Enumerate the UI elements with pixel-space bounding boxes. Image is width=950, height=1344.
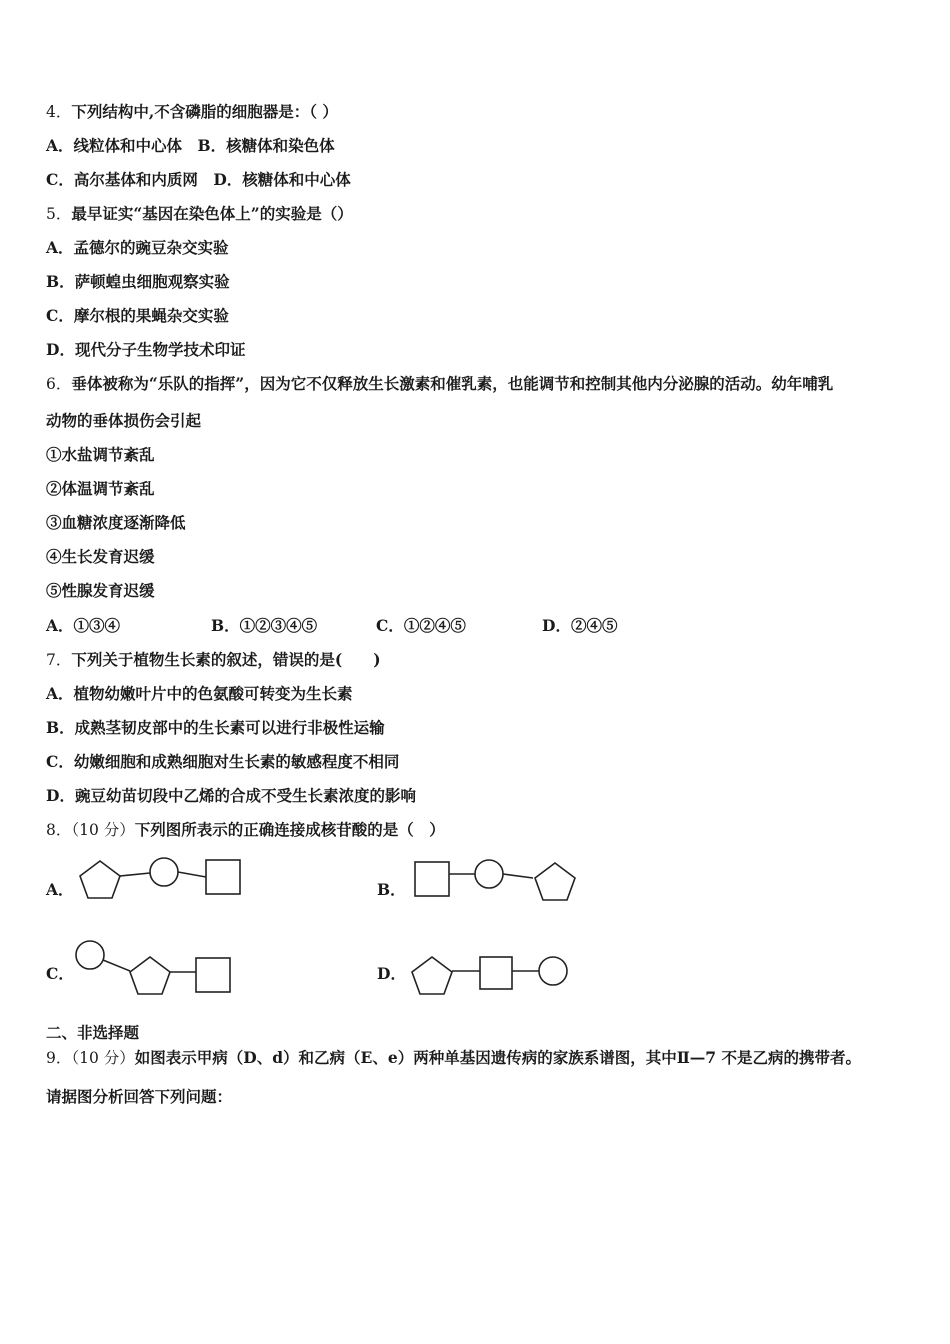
q5-stem-text: 最早证实“基因在染色体上”的实验是（）	[71, 204, 353, 223]
q5-number: 5．	[46, 205, 72, 223]
q6-item-5: ⑤性腺发育迟缓	[46, 581, 155, 600]
q9-stem	[46, 1048, 861, 1068]
q7-option-b: B．成熟茎韧皮部中的生长素可以进行非极性运输	[46, 718, 385, 737]
q6-stem-line-2: 动物的垂体损伤会引起	[46, 411, 202, 430]
q8-label-a: A．	[46, 880, 74, 899]
q6-options-row	[46, 616, 746, 636]
q8-figure-d	[405, 940, 585, 1000]
q6-option-a: A．①③④	[46, 616, 121, 635]
square-base-icon	[415, 862, 449, 896]
q7-stem-text: 下列关于植物生长素的叙述，错误的是( )	[71, 650, 381, 669]
circle-phosphate-icon	[76, 941, 104, 969]
q7-option-c: C．幼嫩细胞和成熟细胞对生长素的敏感程度不相同	[46, 752, 400, 771]
circle-phosphate-icon	[150, 858, 178, 886]
bond-line	[103, 960, 130, 971]
q6-number: 6．	[46, 375, 72, 393]
pentagon-sugar-icon	[130, 957, 170, 994]
q5-option-b: B．萨顿蝗虫细胞观察实验	[46, 272, 230, 291]
q8-label-d: D．	[377, 964, 406, 983]
q8-number: 8．（10 分）	[46, 821, 135, 839]
q6-item-2: ②体温调节紊乱	[46, 479, 155, 498]
q9-number: 9．（10 分）	[46, 1049, 135, 1067]
q7-option-a: A．植物幼嫩叶片中的色氨酸可转变为生长素	[46, 684, 353, 703]
square-base-icon	[196, 958, 230, 992]
q6-item-3: ③血糖浓度逐渐降低	[46, 513, 186, 532]
q6-stem-line-1	[46, 374, 833, 394]
q6-item-1: ①水盐调节紊乱	[46, 445, 155, 464]
section-2-title: 二、非选择题	[46, 1023, 140, 1042]
q8-label-c: C．	[46, 964, 74, 983]
bond-line	[178, 872, 206, 877]
bond-line	[120, 873, 150, 876]
bond-line	[503, 874, 533, 878]
q5-option-d: D．现代分子生物学技术印证	[46, 340, 246, 359]
q8-label-b: B．	[377, 880, 406, 899]
q9-instruction: 请据图分析回答下列问题：	[46, 1087, 233, 1106]
q5-option-a: A．孟德尔的豌豆杂交实验	[46, 238, 229, 257]
square-base-icon	[480, 957, 512, 989]
q6-item-4: ④生长发育迟缓	[46, 547, 155, 566]
q4-stem-text: 下列结构中,不含磷脂的细胞器是：（ ）	[71, 102, 338, 121]
q8-figure-a	[70, 850, 250, 905]
q7-option-d: D．豌豆幼苗切段中乙烯的合成不受生长素浓度的影响	[46, 786, 416, 805]
q6-option-b: B．①②③④⑤	[211, 616, 318, 635]
q5-stem	[46, 204, 353, 224]
q4-options-line-2: C．高尔基体和内质网 D．核糖体和中心体	[46, 170, 351, 189]
q6-stem-text: 垂体被称为“乐队的指挥”，因为它不仅释放生长激素和催乳素，也能调节和控制其他内分泌腺的活动。幼年哺乳	[71, 374, 834, 393]
pentagon-sugar-icon	[412, 957, 452, 994]
circle-phosphate-icon	[475, 860, 503, 888]
q4-options-line-1: A．线粒体和中心体 B．核糖体和染色体	[46, 136, 335, 155]
square-base-icon	[206, 860, 240, 894]
q7-number: 7．	[46, 651, 72, 669]
circle-phosphate-icon	[539, 957, 567, 985]
q8-stem	[46, 820, 445, 840]
q4-number: 4．	[46, 103, 72, 121]
q6-option-c: C．①②④⑤	[376, 616, 466, 635]
pentagon-sugar-icon	[535, 863, 575, 900]
q8-stem-text: 下列图所表示的正确连接成核苷酸的是（ ）	[134, 820, 445, 839]
q4-stem	[46, 102, 338, 122]
pentagon-sugar-icon	[80, 861, 120, 898]
q7-stem	[46, 650, 381, 670]
q5-option-c: C．摩尔根的果蝇杂交实验	[46, 306, 229, 325]
q6-option-d: D．②④⑤	[542, 616, 618, 635]
q8-figure-c	[70, 935, 250, 1000]
q8-figure-b	[405, 850, 585, 905]
q9-stem-text: 如图表示甲病（D、d）和乙病（E、e）两种单基因遗传病的家族系谱图，其中Ⅱ—7 不是乙病的携带者。	[134, 1048, 861, 1067]
